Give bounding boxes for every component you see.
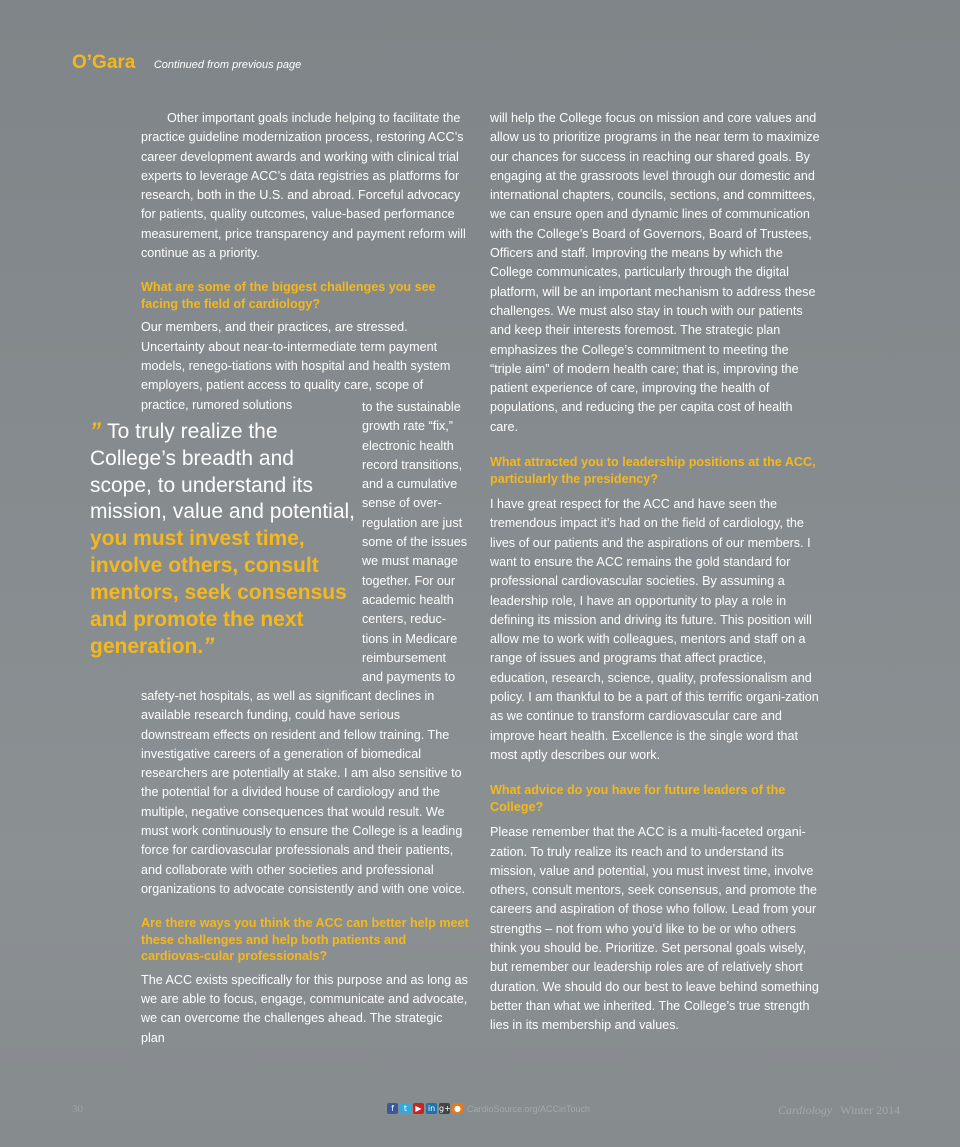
left-column-top: [141, 109, 469, 415]
page-number: 30: [72, 1103, 83, 1115]
page-footer: [0, 1100, 960, 1124]
question-leadership: What attracted you to leadership positions at the ACC, particularly the presidency?: [490, 455, 816, 486]
article-subject-name: O’Gara: [72, 52, 136, 73]
left-column-bottom: [141, 687, 469, 1048]
close-quote-mark: ”: [203, 633, 215, 659]
paragraph-challenges-rest: safety-net hospitals, as well as significant declines in available research funding, could have serious downstream effects on resident and fellow training. The investigative careers of a generation of biomedical researchers are potentially at stake. I am also sensitive to the potential for a divided house of cardiology and the multiple, negative consequences that would result. We must work continuously to ensure the College is a leading force for cardiovascular professionals and their patients, and collaborate with other societies and professional organizations to advocate consistently and with one voice.: [141, 689, 466, 896]
paragraph-advice: Please remember that the ACC is a multi-faceted organi-zation. To truly realize its reach and to understand its mission, value and potential, you must invest time, involve others, consult mentors, seek consensus, and promote the careers and aspiration of those who follow. Lead from your strengths – not from who you’d like to be or who others think you should be. Prioritize. Set personal goals wisely, but remember our leadership roles are of relatively short duration. We should do our best to leave behind something better than what we inherited. The College’s true strength lies in its membership and values.: [490, 825, 819, 1033]
left-column-narrow: [362, 398, 470, 687]
magazine-title: Cardiology: [778, 1103, 833, 1117]
paragraph-strategic-plan: will help the College focus on mission and core values and allow us to prioritize programs in the near term to maximize our chances for success in reaching our shared goals. By engaging at the grassroots level through our domestic and international chapters, councils, sections, and committees, we can ensure open and dynamic lines of communication with the College’s Board of Governors, Board of Trustees, Officers and staff. Improving the means by which the College communicates, particularly through the digital platform, will be an important mechanism to address these challenges. We must also stay in touch with our patients and keep their interests foremost. The strategic plan emphasizes the College’s commitment to meeting the “triple aim” of modern health care; that is, improving the patient experience of care, improving the health of populations, and reducing the per capita cost of health care.: [490, 111, 820, 434]
continued-note: Continued from previous page: [153, 59, 302, 71]
issue-date: Winter 2014: [840, 1103, 901, 1117]
pull-quote-bold: you must invest time, involve others, consult mentors, seek consensus and promote the next generation.: [90, 527, 347, 659]
open-quote-mark: ”: [90, 418, 108, 443]
paragraph-acc-purpose: The ACC exists specifically for this purpose and as long as we are able to focus, engage, communicate and advocate, we can overcome the challenges ahead. The strategic plan: [141, 972, 468, 1045]
paragraph-goals: Other important goals include helping to facilitate the practice guideline modernization process, restoring ACC’s career development awards and working with clinical trial experts to leverage ACC’s data registries as platforms for research, both in the U.S. and abroad. Forceful advocacy for patients, quality outcomes, value-based performance measurement, price transparency and payment reform will continue as a priority.: [141, 111, 466, 261]
magazine-issue: [778, 1103, 900, 1118]
page-header: [72, 52, 301, 76]
right-column: [490, 109, 820, 1035]
pull-quote: [90, 418, 355, 661]
rss-icon[interactable]: ●: [452, 1103, 463, 1114]
paragraph-leadership: I have great respect for the ACC and have seen the tremendous impact it’s had on the field of cardiology, the lives of our patients and the aspirations of our members. I want to ensure the ACC remains the gold standard for professional cardiovascular societies. By assuming a leadership role, I have an opportunity to play a role in defining its mission and driving its future. This position will allow me to work with colleagues, mentors and staff on a range of issues and programs that affect practice, education, research, science, quality, professionalism and policy. I am thankful to be a part of this terrific organi-zation as we continue to transform cardiovascular care and improve heart health. Excellence is the single word that most aptly describes our work.: [490, 497, 819, 762]
googleplus-icon[interactable]: g+: [439, 1104, 451, 1113]
pull-quote-light: To truly realize the College’s breadth and scope, to understand its mission, value and potential,: [90, 420, 355, 524]
question-challenges: What are some of the biggest challenges you see facing the field of cardiology?: [141, 280, 436, 311]
question-acc-help: Are there ways you think the ACC can better help meet these challenges and help both patients and cardiovas-cular professionals?: [141, 916, 469, 964]
question-advice: What advice do you have for future leaders of the College?: [490, 783, 786, 814]
social-icons: [387, 1103, 463, 1114]
youtube-icon[interactable]: ▶: [413, 1103, 424, 1114]
linkedin-icon[interactable]: in: [427, 1104, 436, 1113]
paragraph-challenges-narrow: to the sustainable growth rate “fix,” electronic health record transitions, and a cumulative sense of over-regulation are just some of the issues we must manage together. For our academic health centers, reduc-tions in Medicare reimbursement and payments to: [362, 400, 467, 685]
twitter-icon[interactable]: t: [400, 1103, 411, 1114]
paragraph-challenges-start: Our members, and their practices, are stressed. Uncertainty about near-to-intermediate term payment models, renego-tiations with hospital and health system employers, patient access to quality care, scope of practice, rumored solutions: [141, 320, 451, 412]
footer-url-link[interactable]: CardioSource.org/ACCinTouch: [467, 1104, 591, 1114]
facebook-icon[interactable]: f: [387, 1103, 398, 1114]
